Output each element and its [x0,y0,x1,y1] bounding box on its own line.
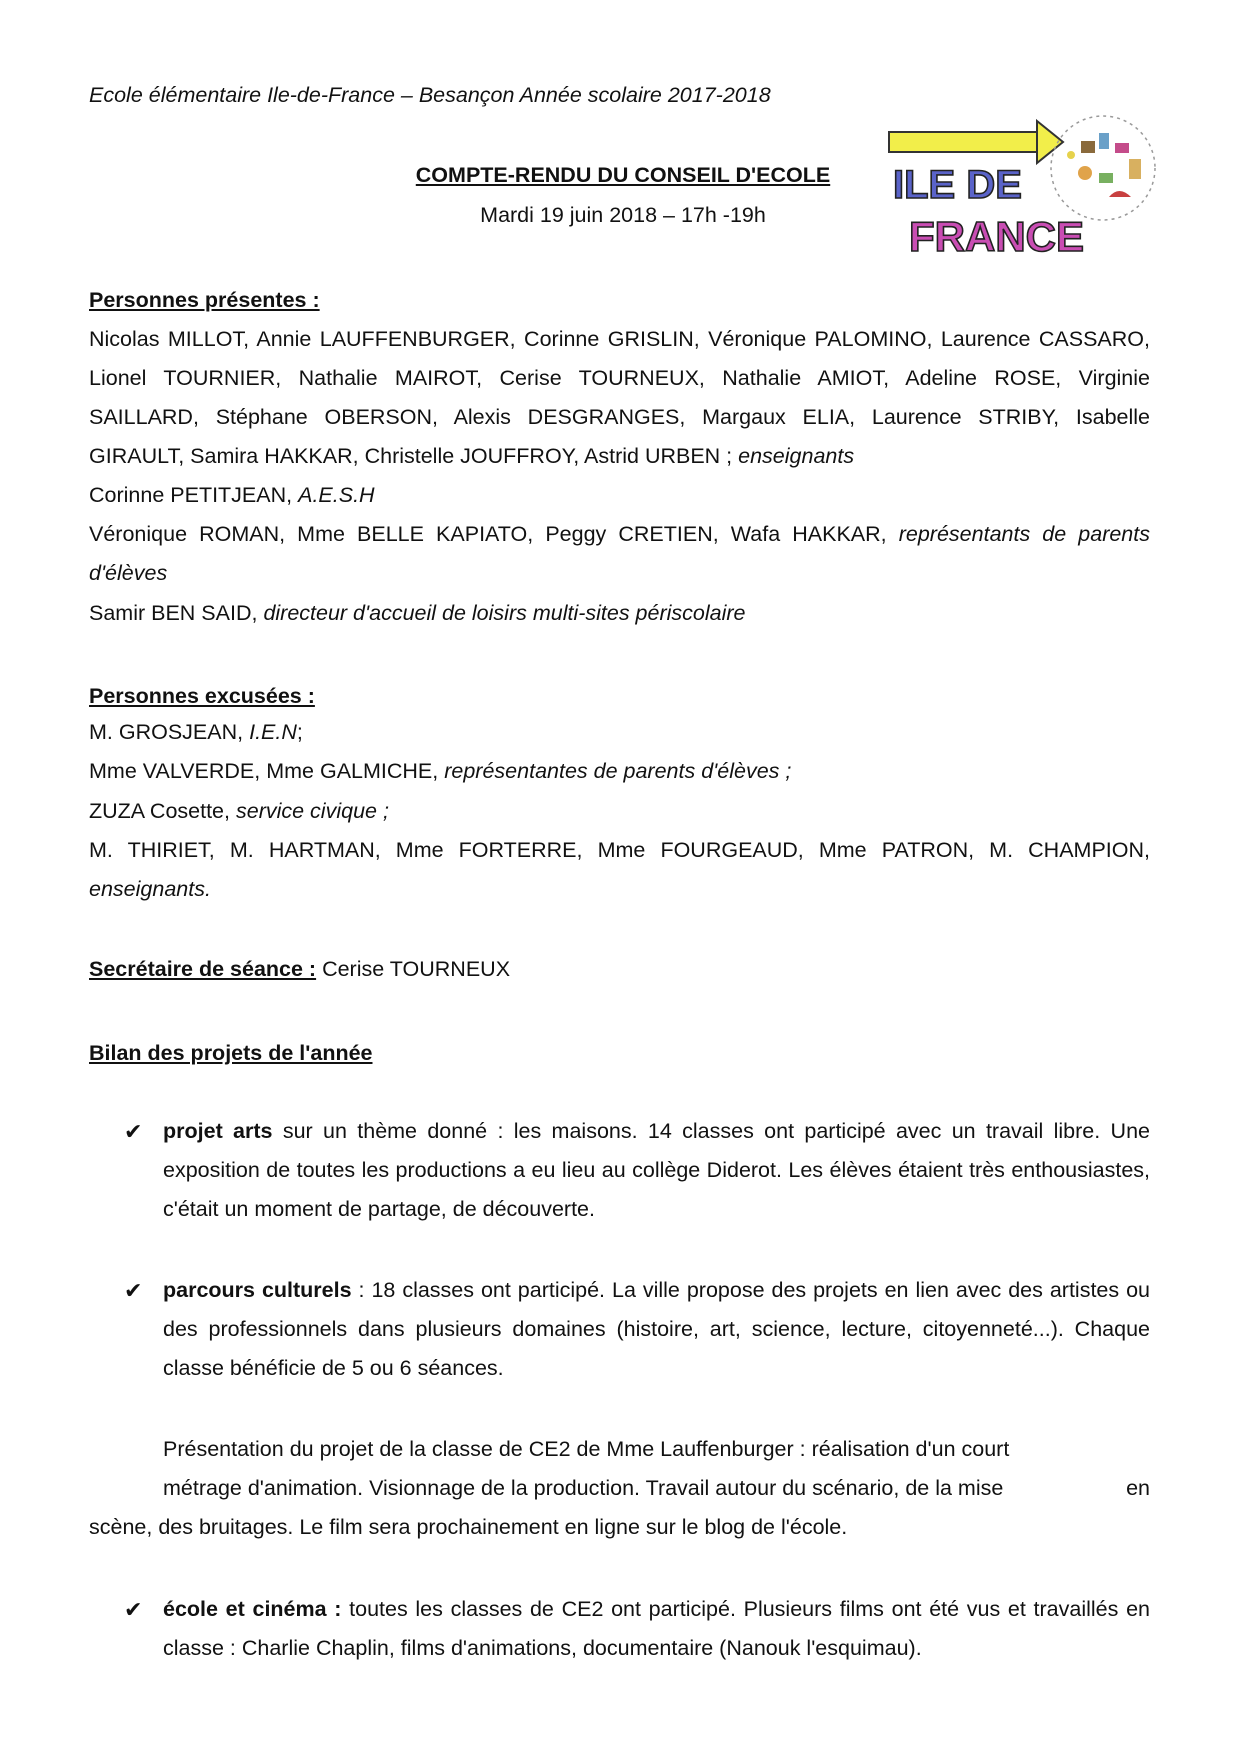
bilan-item-arts [163,1112,1150,1229]
logo-arrow-shaft [889,132,1039,152]
present-parents-role: représentants de parents d'élèves [89,522,1150,585]
heading-bilan: Bilan des projets de l'année [89,1041,373,1065]
bilan-item-culture-text: : 18 classes ont participé. La ville propose des projets en lien avec des artistes ou des professionnels dans plusieurs domaines (histoire, art, science, lecture, citoyenneté...). Chaque classe bénéficie de 5 ou 6 séances. [163,1278,1150,1380]
presentation-line-2a: métrage d'animation. Visionnage de la production. Travail autour du scénario, de la mise [163,1476,1004,1500]
heading-present: Personnes présentes : [89,288,320,312]
excused-parents-name: Mme VALVERDE, Mme GALMICHE, [89,759,439,783]
present-parents-names: Véronique ROMAN, Mme BELLE KAPIATO, Peggy CRETIEN, Wafa HAKKAR, [89,522,887,546]
excused-civic-name: ZUZA Cosette, [89,799,230,823]
present-director-name: Samir BEN SAID, [89,601,258,625]
excused-parents [89,752,1150,791]
presentation-line-2b: en [1126,1476,1150,1500]
present-aesh [89,476,1150,515]
excused-civic [89,792,1150,831]
logo-item-leaf [1099,173,1113,183]
present-aesh-name: Corinne PETITJEAN, [89,483,293,507]
present-teachers [89,320,1150,476]
logo-arrow-head [1037,121,1063,163]
secretary-name: Cerise TOURNEUX [322,957,511,981]
present-director [89,594,1150,633]
school-header-line: Ecole élémentaire Ile-de-France – Besançon Année scolaire 2017-2018 [89,83,771,107]
heading-excused: Personnes excusées : [89,684,315,708]
secretary-line [89,950,1150,989]
check-icon: ✔ [124,1278,143,1303]
logo-item-ball [1078,166,1092,180]
logo-item-book [1115,143,1129,153]
excused-ien [89,713,1150,752]
presentation-line-2 [163,1469,1150,1508]
logo-graphic [885,113,1170,263]
logo-item-house [1081,141,1095,153]
excused-ien-name: M. GROSJEAN, [89,720,244,744]
check-icon: ✔ [124,1119,143,1144]
bilan-item-arts-text: sur un thème donné : les maisons. 14 classes ont participé avec un travail libre. Une exposition de toutes les productions a eu lieu au collège Diderot. Les élèves étaient très enthousiastes, c'était un moment de partage, de découverte. [163,1119,1150,1221]
secretary-label: Secrétaire de séance : [89,957,317,981]
presentation-line-3: scène, des bruitages. Le film sera prochainement en ligne sur le blog de l'école. [89,1515,848,1539]
excused-civic-role: service civique ; [235,799,389,823]
bilan-item-culture-title: parcours culturels [163,1278,352,1302]
excused-ien-after: ; [296,720,303,744]
bilan-item-cinema-title: école et cinéma : [163,1597,342,1621]
check-icon: ✔ [124,1597,143,1622]
bilan-item-arts-title: projet arts [163,1119,273,1143]
present-teachers-names: Nicolas MILLOT, Annie LAUFFENBURGER, Corinne GRISLIN, Véronique PALOMINO, Laurence CASSARO, Lionel TOURNIER, Nathalie MAIROT, Cerise TOURNEUX, Nathalie AMIOT, Adeline ROSE, Virginie SAILLARD, Stéphane OBERSON, Alexis DESGRANGES, Margaux ELIA, Laurence STRIBY, Isabelle GIRAULT, Samira HAKKAR, Christelle JOUFFROY, Astrid URBEN ; [89,327,1150,468]
school-logo [885,113,1170,263]
excused-teachers [89,831,1150,909]
logo-item-star [1067,151,1075,159]
present-parents [89,515,1150,593]
excused-teachers-names: M. THIRIET, M. HARTMAN, Mme FORTERRE, Mme FOURGEAUD, Mme PATRON, M. CHAMPION, [89,838,1150,862]
bilan-item-cinema [163,1590,1150,1668]
present-teachers-role: enseignants [738,444,855,468]
bilan-item-culture [163,1271,1150,1388]
logo-item-pencil [1129,159,1141,179]
presentation-line-1: Présentation du projet de la classe de CE2 de Mme Lauffenburger : réalisation d'un court [163,1437,1010,1461]
present-director-role: directeur d'accueil de loisirs multi-sites périscolaire [263,601,746,625]
excused-teachers-role: enseignants. [89,877,211,901]
present-aesh-role: A.E.S.H [298,483,375,507]
document-title: COMPTE-RENDU DU CONSEIL D'ECOLE [415,163,831,187]
excused-ien-role: I.E.N [249,720,297,744]
bilan-item-cinema-text: toutes les classes de CE2 ont participé. Plusieurs films ont été vus et travaillés en classe : Charlie Chaplin, films d'animations, documentaire (Nanouk l'esquimau). [163,1597,1150,1660]
logo-item-figure [1099,133,1109,149]
logo-text-ile-de: ILE DE [893,163,1022,207]
meeting-date: Mardi 19 juin 2018 – 17h -19h [480,203,766,227]
logo-text-france: FRANCE [909,213,1084,260]
excused-parents-role: représentantes de parents d'élèves ; [444,759,792,783]
logo-item-umbrella [1109,191,1131,197]
